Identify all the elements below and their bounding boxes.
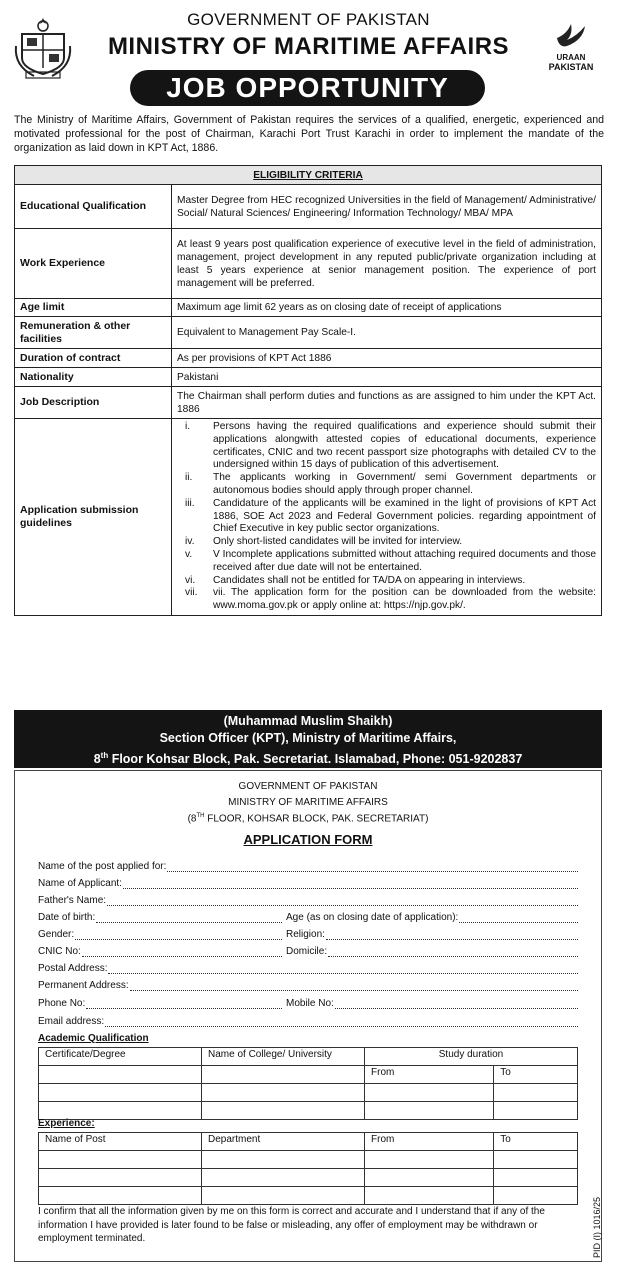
criteria-label: Nationality — [15, 368, 172, 387]
criteria-value: The Chairman shall perform duties and functions as are assigned to him under the KPT Act. 1886 — [172, 387, 602, 419]
experience-heading: Experience: — [38, 1118, 95, 1129]
email-field[interactable] — [38, 1016, 578, 1027]
criteria-value: As per provisions of KPT Act 1886 — [172, 349, 602, 368]
post-applied-field[interactable] — [38, 861, 578, 872]
table-cell[interactable] — [39, 1084, 202, 1102]
eligibility-title-row — [15, 166, 602, 185]
fill-line[interactable] — [326, 929, 578, 940]
list-number: iii. — [185, 497, 195, 509]
mobile-field[interactable] — [286, 998, 578, 1009]
table-cell[interactable] — [494, 1084, 578, 1102]
col-college: Name of College/ University — [202, 1048, 365, 1066]
table-row — [15, 349, 602, 368]
list-item — [177, 421, 596, 472]
table-cell[interactable] — [365, 1151, 494, 1169]
table-row — [15, 299, 602, 317]
pakistan-text: PAKISTAN — [548, 62, 594, 72]
fill-line[interactable] — [82, 946, 282, 957]
intro-paragraph: The Ministry of Maritime Affairs, Government of Pakistan requires the services of a qualified, energetic, experienced and motivated professional for the post of Chairman, Karachi Port Trust Karachi in order to implement the mandate of the organization as laid down in KPT Act, 1886. — [14, 114, 604, 154]
fill-line[interactable] — [167, 861, 578, 872]
table-row — [15, 317, 602, 349]
cnic-field[interactable] — [38, 946, 282, 957]
header-government: GOVERNMENT OF PAKISTAN — [187, 10, 430, 29]
contact-block — [14, 710, 602, 768]
table-cell[interactable] — [39, 1066, 202, 1084]
eligibility-table — [14, 165, 602, 616]
addr-rest: FLOOR, KOHSAR BLOCK, PAK. SECRETARIAT) — [204, 813, 429, 825]
age-field[interactable] — [286, 912, 578, 923]
table-row — [39, 1102, 578, 1120]
field-label: Religion: — [286, 929, 325, 940]
form-government: GOVERNMENT OF PAKISTAN — [238, 781, 378, 792]
field-label: Name of Applicant: — [38, 878, 122, 889]
list-number: iv. — [185, 536, 195, 548]
field-label: Postal Address: — [38, 963, 108, 974]
field-label: Name of the post applied for: — [38, 861, 167, 872]
col-certificate: Certificate/Degree — [39, 1048, 202, 1066]
list-item — [177, 536, 596, 549]
field-label: Gender: — [38, 929, 75, 940]
list-item — [177, 549, 596, 575]
list-text: V Incomplete applications submitted without attaching required documents and those received after due date will not be entertained. — [213, 548, 596, 573]
field-label: Father's Name: — [38, 895, 107, 906]
criteria-value: Equivalent to Management Pay Scale-I. — [172, 317, 602, 349]
dob-field[interactable] — [38, 912, 282, 923]
table-cell[interactable] — [202, 1084, 365, 1102]
col-from: From — [365, 1066, 494, 1084]
academic-table — [38, 1047, 578, 1120]
list-number: i. — [185, 421, 191, 432]
table-cell[interactable] — [494, 1102, 578, 1120]
table-cell[interactable] — [39, 1151, 202, 1169]
list-number: vii. — [185, 587, 198, 599]
fill-line[interactable] — [86, 998, 282, 1009]
table-cell[interactable] — [202, 1102, 365, 1120]
religion-field[interactable] — [286, 929, 578, 940]
table-cell[interactable] — [494, 1151, 578, 1169]
guidelines-cell — [172, 419, 602, 616]
table-cell[interactable] — [202, 1151, 365, 1169]
pid-code: PID (I) 1016/25 — [592, 1196, 602, 1258]
uraan-pakistan-logo — [536, 18, 606, 88]
declaration-text: I confirm that all the information given by me on this form is correct and accurate and I understand that if any of the information I have provided is later found to be false or misleading, any offer of employment may be withdrawn or employment terminated. — [38, 1206, 545, 1244]
field-label: Domicile: — [286, 946, 328, 957]
floor-number: 8 — [93, 752, 101, 767]
field-label: Permanent Address: — [38, 980, 129, 991]
form-ministry: MINISTRY OF MARITIME AFFAIRS — [228, 797, 388, 808]
table-header-row — [39, 1048, 578, 1066]
floor-suffix: th — [100, 751, 109, 760]
criteria-value: Maximum age limit 62 years as on closing date of receipt of applications — [172, 299, 602, 317]
col-post-name: Name of Post — [39, 1133, 202, 1151]
eligibility-title: ELIGIBILITY CRITERIA — [15, 166, 602, 185]
criteria-label: Educational Qualification — [15, 185, 172, 229]
table-row — [39, 1151, 578, 1169]
fill-line[interactable] — [459, 912, 578, 923]
table-cell[interactable] — [39, 1169, 202, 1187]
list-text: Only short-listed candidates will be invited for interview. — [213, 536, 463, 548]
fill-line[interactable] — [328, 946, 578, 957]
guidelines-label: Application submission guidelines — [15, 419, 172, 616]
uraan-text: URAAN — [556, 53, 586, 62]
list-number: ii. — [185, 472, 193, 484]
list-text: Candidature of the applicants will be examined in the light of provisions of KPT Act 1886, SOE Act 2023 and Federal Government policies. regarding appointment of Chief Executive in key public sector organizations. — [213, 497, 596, 535]
table-cell[interactable] — [202, 1169, 365, 1187]
permanent-address-field[interactable] — [38, 980, 578, 991]
table-cell[interactable] — [202, 1066, 365, 1084]
list-number: v. — [185, 548, 193, 560]
list-text: Persons having the required qualifications and experience should submit their applications alongwith attested copies of educational documents, experience certificates, CNIC and two recent passport size photographs with detailed CV to the undersigned within 15 days of publication of this advertisement. — [213, 421, 596, 471]
fill-line[interactable] — [108, 963, 578, 974]
criteria-label: Remuneration & other facilities — [15, 317, 172, 349]
postal-address-field[interactable] — [38, 963, 578, 974]
form-address — [14, 813, 602, 824]
field-label: Age (as on closing date of application): — [286, 912, 459, 923]
table-row — [39, 1169, 578, 1187]
col-to: To — [494, 1066, 578, 1084]
list-item — [177, 575, 596, 588]
list-text: vii. The application form for the position can be downloaded from the website: www.moma.gov.pk or apply online at: https://njp.gov.pk/. — [213, 587, 596, 612]
field-label: Mobile No: — [286, 998, 334, 1009]
table-cell[interactable] — [365, 1169, 494, 1187]
table-row — [15, 185, 602, 229]
table-row — [15, 368, 602, 387]
table-cell[interactable] — [202, 1187, 365, 1205]
domicile-field[interactable] — [286, 946, 578, 957]
bird-icon — [551, 18, 591, 48]
fill-line[interactable] — [107, 895, 578, 906]
table-cell[interactable] — [494, 1187, 578, 1205]
fill-line[interactable] — [96, 912, 282, 923]
contact-address — [14, 747, 602, 768]
list-text: Candidates shall not be entitled for TA/DA on appearing in interviews. — [213, 574, 526, 586]
header-ministry: MINISTRY OF MARITIME AFFAIRS — [107, 33, 510, 60]
form-title: APPLICATION FORM — [243, 832, 373, 847]
table-row — [15, 387, 602, 419]
contact-designation: Section Officer (KPT), Ministry of Maritime Affairs, — [159, 731, 457, 745]
fill-line[interactable] — [130, 980, 578, 991]
criteria-label: Work Experience — [15, 229, 172, 299]
contact-name: (Muhammad Muslim Shaikh) — [223, 714, 393, 728]
field-label: Date of birth: — [38, 912, 96, 923]
criteria-label: Job Description — [15, 387, 172, 419]
applicant-name-field[interactable] — [38, 878, 578, 889]
col-to: To — [494, 1133, 578, 1151]
table-cell[interactable] — [39, 1187, 202, 1205]
table-row — [15, 419, 602, 616]
fill-line[interactable] — [75, 929, 282, 940]
phone-field[interactable] — [38, 998, 282, 1009]
criteria-label: Age limit — [15, 299, 172, 317]
list-text: The applicants working in Government/ semi Government departments or autonomous bodies should apply through proper channel. — [213, 472, 596, 496]
table-row — [39, 1187, 578, 1205]
table-row — [39, 1066, 578, 1084]
criteria-value: Master Degree from HEC recognized Universities in the field of Management/ Administrative/ Social/ Natural Sciences/ Engineering/ Information Technology/ MBA/ MPA — [172, 185, 602, 229]
criteria-value: At least 9 years post qualification experience of executive level in the field of administration, management, project development in any reputed public/private organization including at least 5 years experience at senior management position. The experience of port management will be preferred. — [172, 229, 602, 299]
table-header-row — [39, 1133, 578, 1151]
experience-table — [38, 1132, 578, 1205]
addr-open: (8 — [187, 813, 197, 825]
addr-sup: TH — [196, 813, 205, 819]
field-label: Email address: — [38, 1016, 105, 1027]
table-cell[interactable] — [494, 1169, 578, 1187]
fill-line[interactable] — [335, 998, 578, 1009]
col-from: From — [365, 1133, 494, 1151]
table-row — [39, 1084, 578, 1102]
table-cell[interactable] — [365, 1084, 494, 1102]
guidelines-list — [177, 421, 596, 613]
list-item — [177, 587, 596, 613]
list-item — [177, 472, 596, 498]
fill-line[interactable] — [105, 1016, 578, 1027]
col-department: Department — [202, 1133, 365, 1151]
table-cell[interactable] — [365, 1187, 494, 1205]
academic-heading: Academic Qualification — [38, 1033, 149, 1044]
gender-field[interactable] — [38, 929, 282, 940]
table-cell[interactable] — [365, 1102, 494, 1120]
list-item — [177, 498, 596, 536]
fill-line[interactable] — [123, 878, 578, 889]
job-opportunity-banner: JOB OPPORTUNITY — [130, 70, 485, 106]
field-label: CNIC No: — [38, 946, 81, 957]
father-name-field[interactable] — [38, 895, 578, 906]
table-cell[interactable] — [39, 1102, 202, 1120]
list-number: vi. — [185, 574, 196, 586]
table-row — [15, 229, 602, 299]
field-label: Phone No: — [38, 998, 86, 1009]
col-study-duration: Study duration — [365, 1048, 578, 1066]
criteria-label: Duration of contract — [15, 349, 172, 368]
criteria-value: Pakistani — [172, 368, 602, 387]
address-text: Floor Kohsar Block, Pak. Secretariat. Islamabad, Phone: 051-9202837 — [108, 752, 523, 767]
